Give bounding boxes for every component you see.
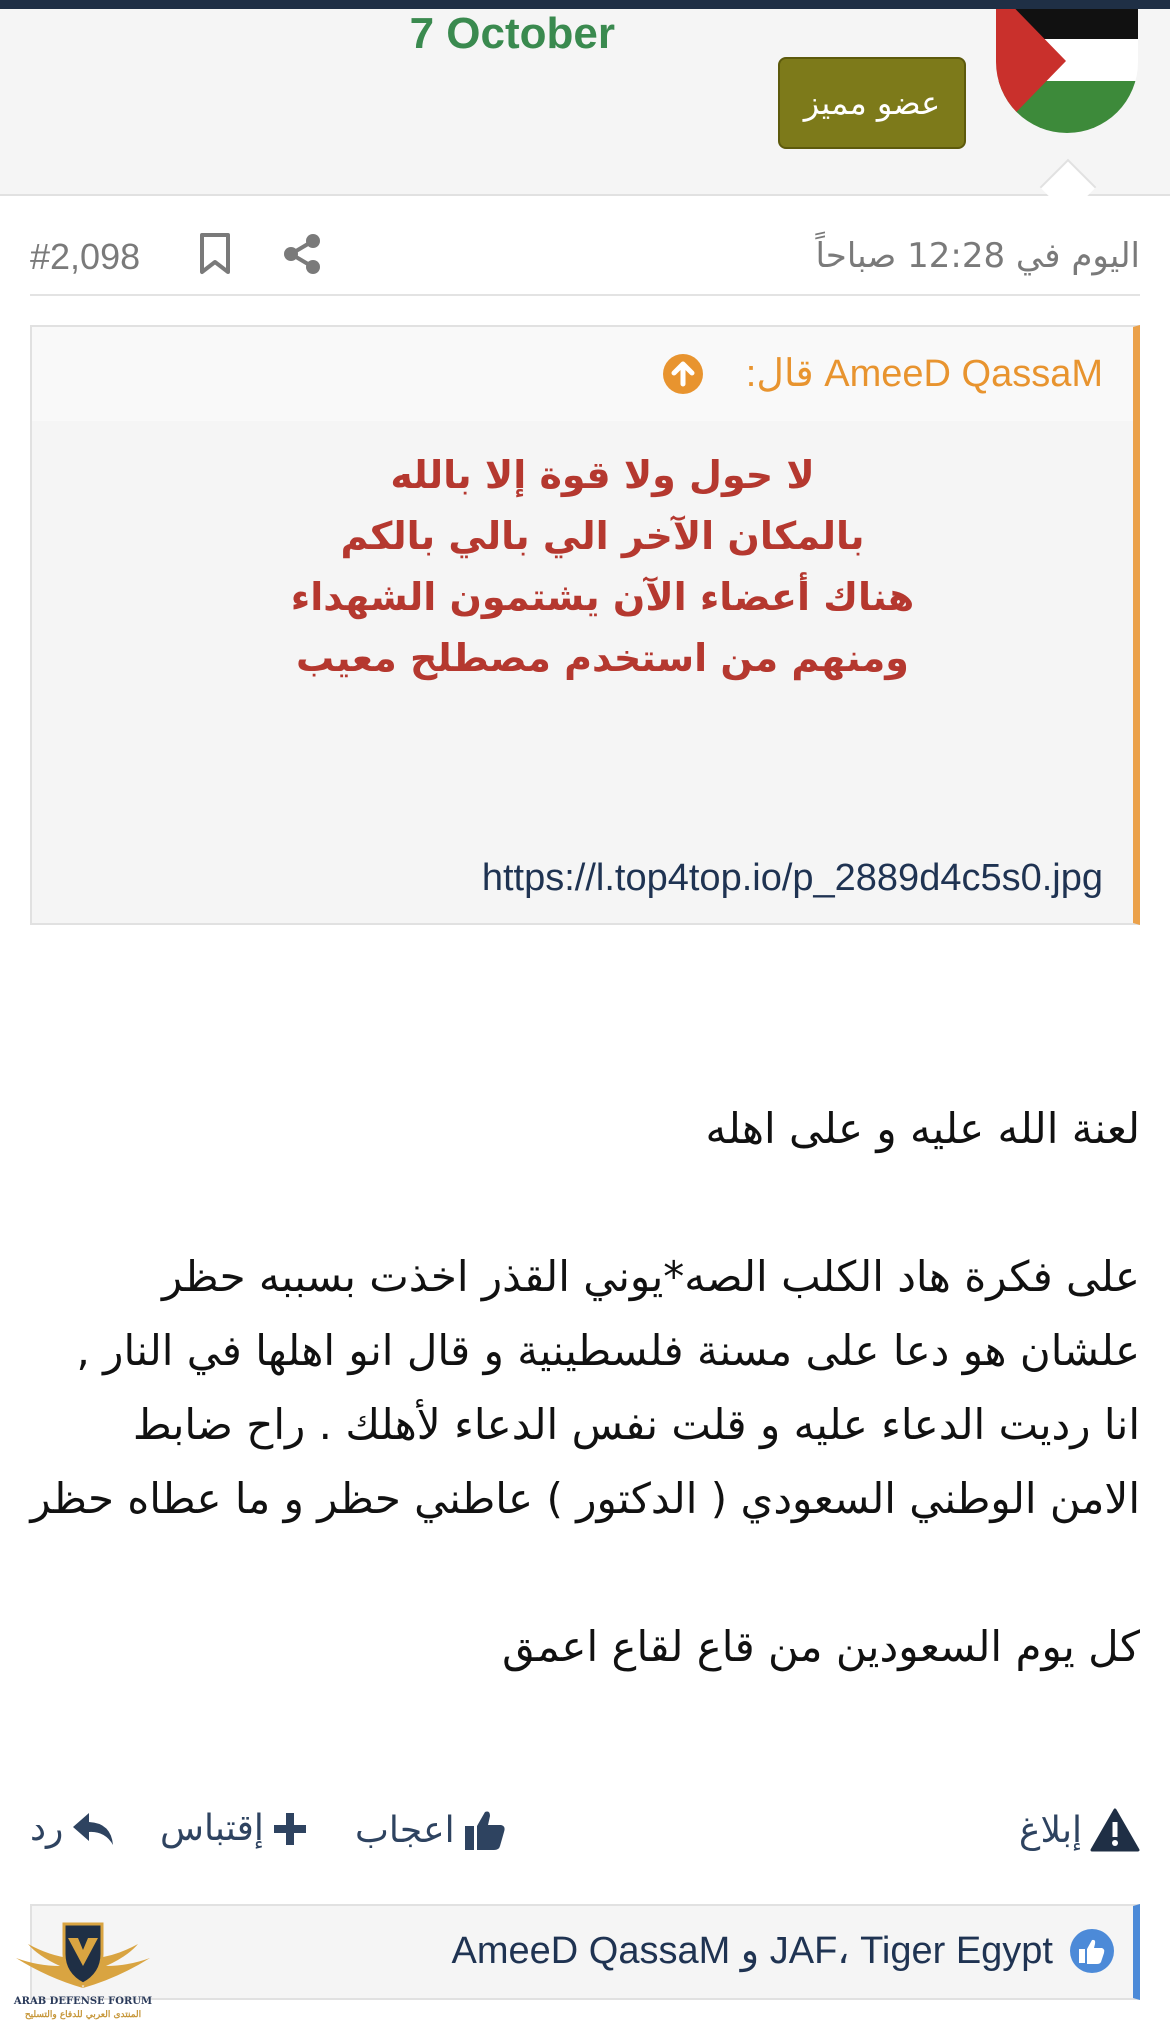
post-body (30, 1092, 1140, 1684)
post-paragraph: على فكرة هاد الكلب الصه*يوني القذر اخذت بسببه حظر علشان هو دعا على مسنة فلسطينية و قال انو اهلها في النار , انا رديت الدعاء عليه و قلت نفس الدعاء لأهلك . راح ضابط الامن الوطني السعودي ( الدكتور ) عاطني حظر و ما عطاه حظر (30, 1252, 1140, 1523)
logo-subtitle: المنتدى العربي للدفاع والتسليح (24, 2010, 142, 2020)
post-paragraph: لعنة الله عليه و على اهله (705, 1104, 1140, 1153)
reply-arrow-icon (71, 1809, 115, 1849)
forum-logo-emblem-icon (8, 1918, 158, 1996)
quote-header (32, 327, 1133, 421)
avatar[interactable] (996, 9, 1138, 133)
post-paragraph: كل يوم السعودين من قاع لقاع اعمق (502, 1622, 1140, 1671)
quote-content (32, 445, 1133, 689)
like-button[interactable] (355, 1808, 507, 1852)
palestine-flag-icon (996, 9, 1138, 133)
warning-icon (1090, 1808, 1140, 1852)
user-title-badge: عضو مميز (778, 57, 966, 149)
reply-button[interactable] (30, 1808, 115, 1849)
bookmark-icon[interactable] (198, 232, 232, 280)
quote-line: بالمكان الآخر الي بالي بالكم (340, 514, 865, 558)
quote-block (30, 325, 1140, 925)
reactions-bar (30, 1904, 1140, 2000)
quote-button[interactable] (160, 1808, 308, 1849)
report-label: إبلاغ (1019, 1809, 1082, 1851)
reactions-users[interactable]: JAF، Tiger Egypt و AmeeD QassaM (451, 1930, 1053, 1972)
logo-title: ARAB DEFENSE FORUM (13, 1996, 153, 2007)
report-button[interactable] (1019, 1808, 1140, 1852)
quote-line: لا حول ولا قوة إلا بالله (390, 453, 815, 497)
post-actions (30, 1800, 1140, 1870)
like-label: اعجاب (355, 1809, 455, 1851)
reply-label: رد (30, 1808, 64, 1849)
arrow-up-circle-icon[interactable] (662, 353, 704, 399)
forum-logo (8, 1918, 158, 2030)
top-bar (0, 0, 1170, 9)
quote-line: ومنهم من استخدم مصطلح معيب (296, 636, 909, 680)
quote-line: هناك أعضاء الآن يشتمون الشهداء (290, 575, 915, 619)
like-reaction-icon (1069, 1928, 1115, 1978)
thumbs-up-icon (463, 1808, 507, 1852)
quote-author[interactable]: AmeeD QassaM قال: (745, 353, 1103, 395)
quote-image-link[interactable]: https://l.top4top.io/p_2889d4c5s0.jpg (481, 857, 1103, 899)
quote-label: إقتباس (160, 1808, 264, 1849)
post-date[interactable]: اليوم في 12:28 صباحاً (815, 236, 1140, 276)
user-header (0, 9, 1170, 196)
post-meta (30, 226, 1140, 296)
username[interactable]: 7 October (409, 9, 615, 58)
post-number[interactable]: #2,098 (30, 236, 141, 277)
share-icon[interactable] (282, 232, 322, 280)
plus-icon (272, 1811, 308, 1847)
